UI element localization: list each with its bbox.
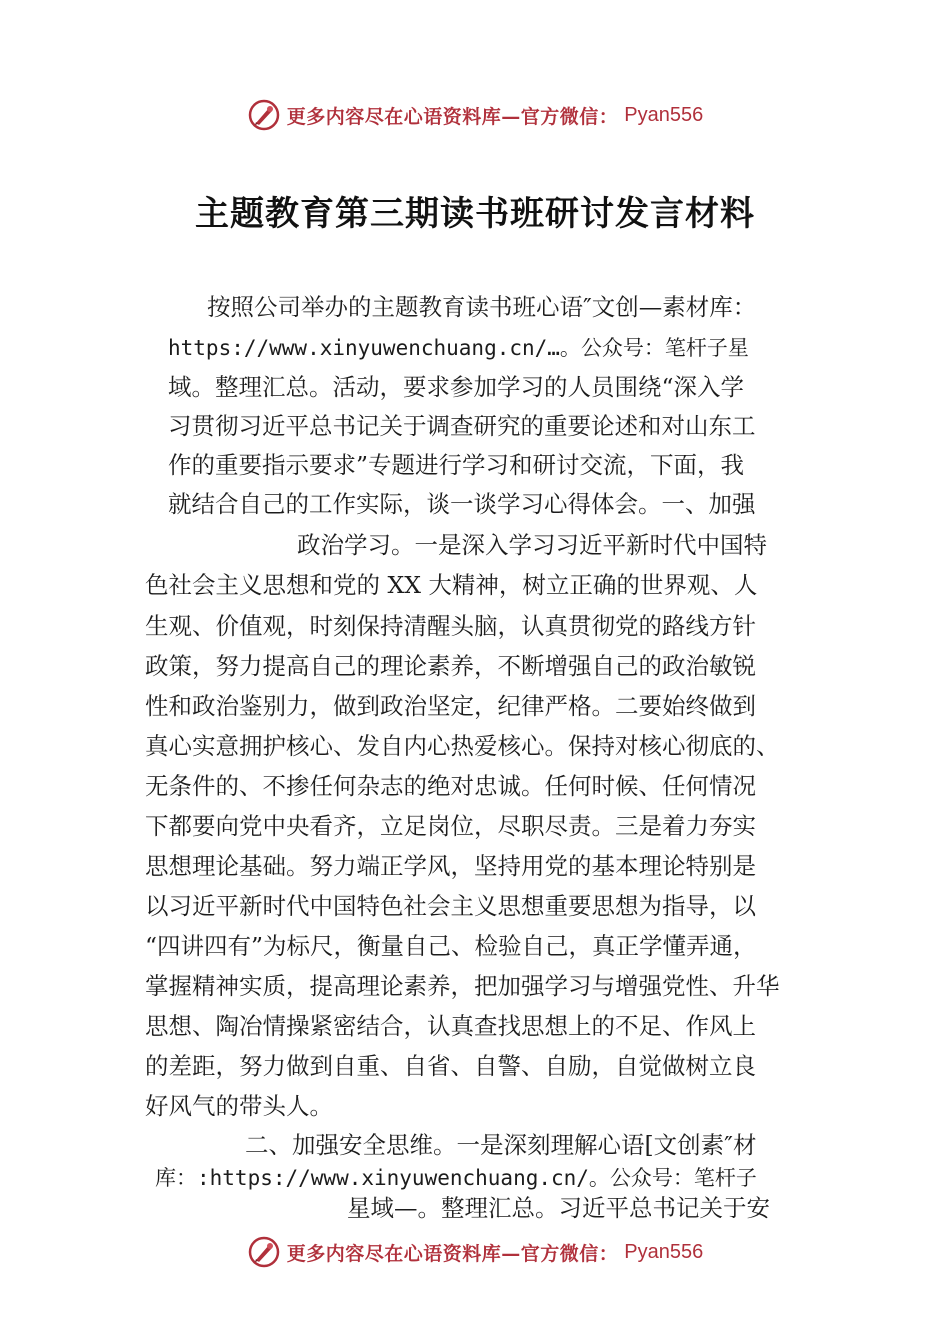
- text-line: 政治学习。一是深入学习习近平新时代中国特: [297, 531, 767, 559]
- text-line: 掌握精神实质，提高理论素养，把加强学习与增强党性、升华: [145, 972, 780, 1000]
- text-line: 政策，努力提高自己的理论素养，不断增强自己的政治敏锐: [145, 652, 756, 680]
- text-line: 按照公司举办的主题教育读书班心语″文创—素材库：: [207, 293, 757, 321]
- text-line: “四讲四有”为标尺，衡量自己、检验自己，真正学懂弄通，: [145, 932, 757, 960]
- text-line: 星域—。整理汇总。习近平总书记关于安: [347, 1194, 770, 1222]
- text-line: 以习近平新时代中国特色社会主义思想重要思想为指导，以: [145, 892, 756, 920]
- text-line: 生观、价值观，时刻保持清醒头脑，认真贯彻党的路线方针: [145, 612, 756, 640]
- footer-banner: [0, 1232, 950, 1272]
- wechat-id: Pyan556: [624, 103, 704, 126]
- text-line: 库：:https://www.xinyuwenchuang.cn/。公众号：笔杆子: [155, 1166, 757, 1190]
- text-line: 下都要向党中央看齐，立足岗位，尽职尽责。三是着力夯实: [145, 812, 756, 840]
- text-line: 真心实意拥护核心、发自内心热爱核心。保持对核心彻底的、: [145, 732, 780, 760]
- text-line: 作的重要指示要求”专题进行学习和研讨交流，下面，我: [168, 451, 745, 479]
- text-line: 思想、陶冶情操紧密结合，认真查找思想上的不足、作风上: [145, 1012, 756, 1040]
- text-line: https://www.xinyuwenchuang.cn/…。公众号：笔杆子星: [168, 336, 749, 360]
- text-line: 就结合自己的工作实际，谈一谈学习心得体会。一、加强: [168, 490, 756, 518]
- page-title: 主题教育第三期读书班研讨发言材料: [195, 194, 755, 234]
- text-line: 无条件的、不掺任何杂志的绝对忠诚。任何时候、任何情况: [145, 772, 756, 800]
- wechat-id: Pyan556: [624, 1240, 704, 1263]
- text-line: 色社会主义思想和党的 XX 大精神，树立正确的世界观、人: [145, 571, 758, 599]
- text-line: 域。整理汇总。活动，要求参加学习的人员围绕“深入学: [168, 373, 745, 401]
- text-line: 二、加强安全思维。一是深刻理解心语[文创素″材: [245, 1131, 757, 1159]
- text-line: 习贯彻习近平总书记关于调查研究的重要论述和对山东工: [168, 412, 756, 440]
- text-line: 思想理论基础。努力端正学风，坚持用党的基本理论特别是: [145, 852, 756, 880]
- text-line: 性和政治鉴别力，做到政治坚定，纪律严格。二要始终做到: [145, 692, 756, 720]
- text-line: 好风气的带头人。: [145, 1092, 333, 1120]
- banner-slogan: 更多内容尽在心语资料库—官方微信：: [286, 1242, 619, 1265]
- pen-logo-icon: [247, 98, 281, 132]
- pen-logo-icon: [247, 1235, 281, 1269]
- text-line: 的差距，努力做到自重、自省、自警、自励，自觉做树立良: [145, 1052, 756, 1080]
- header-banner: [0, 95, 950, 135]
- banner-slogan: 更多内容尽在心语资料库—官方微信：: [286, 105, 619, 128]
